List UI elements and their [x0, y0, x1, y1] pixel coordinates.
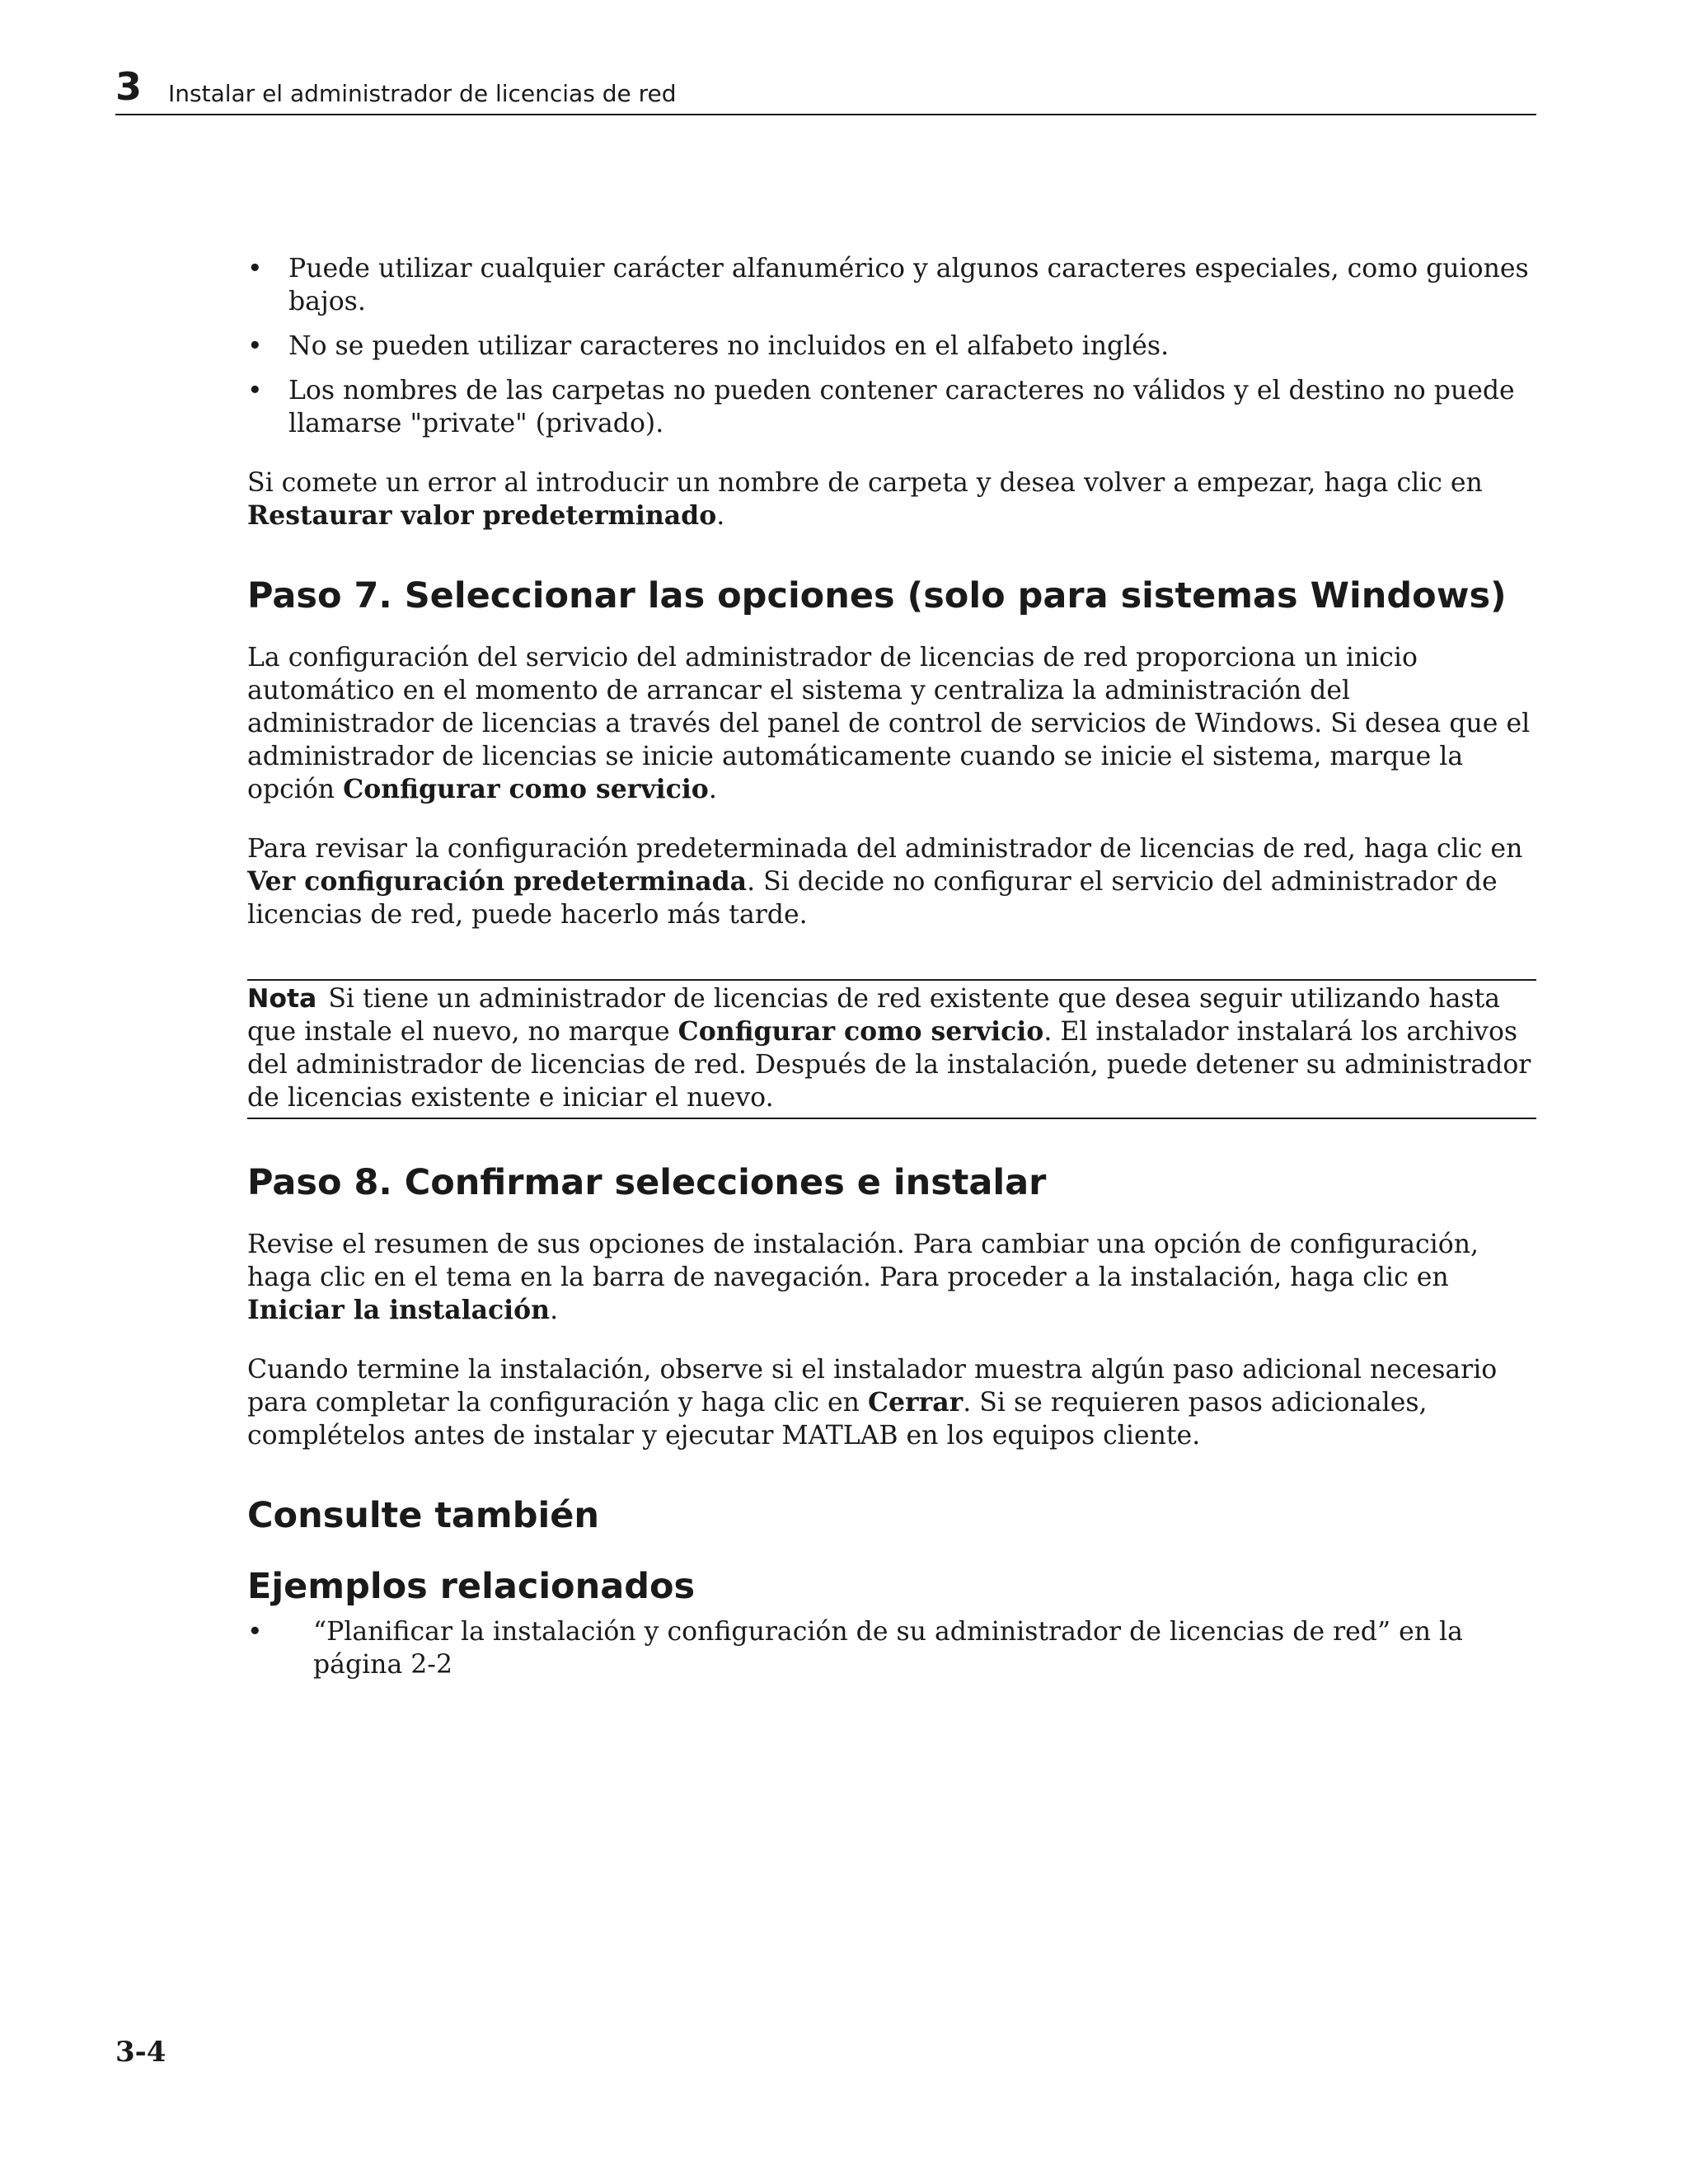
step8-paragraph-1	[247, 1228, 1536, 1327]
list-item-text: Los nombres de las carpetas no pueden contener caracteres no válidos y el destino no puede llamarse "private" (privado).	[288, 376, 1515, 438]
step8-paragraph-2	[247, 1353, 1536, 1452]
restore-default-label: Restaurar valor predeterminado	[247, 500, 717, 531]
list-item-text: Puede utilizar cualquier carácter alfanumérico y algunos caracteres especiales, como guiones bajos.	[288, 254, 1529, 316]
restore-default-paragraph	[247, 466, 1536, 532]
paragraph-text: .	[716, 501, 725, 531]
paragraph-text: . Si decide no configurar el servicio del administrador de licencias de red, puede hacerlo más tarde.	[247, 867, 1498, 930]
see-also-heading: Consulte también	[247, 1495, 600, 1536]
bullet-icon: •	[247, 1617, 263, 1647]
bullet-icon: •	[247, 376, 263, 405]
note-text: Si tiene un administrador de licencias de red existente que desea seguir utilizando hasta que instale el nuevo, no marque	[247, 984, 1501, 1047]
related-examples-list	[247, 1615, 1536, 1681]
page-number: 3-4	[115, 2036, 166, 2069]
list-item	[247, 330, 1536, 363]
close-label: Cerrar	[867, 1387, 964, 1418]
paragraph-text: .	[708, 775, 717, 804]
start-installation-label: Iniciar la instalación	[247, 1295, 551, 1325]
chapter-number: 3	[115, 64, 143, 109]
paragraph-text: Para revisar la configuración predeterminada del administrador de licencias de red, haga clic en	[247, 834, 1523, 864]
note-label: Nota	[247, 984, 317, 1014]
list-item	[247, 252, 1536, 318]
list-item-text: No se pueden utilizar caracteres no incluidos en el alfabeto inglés.	[288, 331, 1170, 361]
paragraph-text: Cuando termine la instalación, observe si el instalador muestra algún paso adicional necesario para completar la configuración y haga clic en	[247, 1355, 1498, 1418]
step7-heading: Paso 7. Seleccionar las opciones (solo para sistemas Windows)	[247, 575, 1507, 616]
list-item	[247, 374, 1536, 440]
step7-paragraph-1	[247, 641, 1536, 806]
related-examples-heading: Ejemplos relacionados	[247, 1566, 696, 1607]
step7-paragraph-2	[247, 832, 1536, 931]
related-example-item[interactable]	[247, 1615, 1536, 1681]
note-box	[247, 979, 1536, 1119]
paragraph-text: . Si se requieren pasos adicionales, complételos antes de instalar y ejecutar MATLAB en los equipos cliente.	[247, 1388, 1428, 1451]
bullet-icon: •	[247, 331, 263, 361]
step8-heading: Paso 8. Confirmar selecciones e instalar	[247, 1162, 1047, 1203]
main-content	[247, 252, 1536, 1681]
chapter-title: Instalar el administrador de licencias de red	[168, 80, 677, 107]
running-header	[115, 64, 1536, 115]
folder-name-rules-list	[247, 252, 1536, 440]
paragraph-text: Si comete un error al introducir un nombre de carpeta y desea volver a empezar, haga clic en	[247, 468, 1483, 498]
bullet-icon: •	[247, 254, 263, 284]
paragraph-text: La configuración del servicio del administrador de licencias de red proporciona un inicio automático en el momento de arrancar el sistema y centraliza la administración del administrador de licencias a través del panel de control de servicios de Windows. Si desea que el administrador de licencias se inicie automáticamente cuando se inicie el sistema, marque la opción	[247, 643, 1531, 804]
paragraph-text: Revise el resumen de sus opciones de instalación. Para cambiar una opción de configuración, haga clic en el tema en la barra de navegación. Para proceder a la instalación, haga clic en	[247, 1230, 1479, 1292]
configure-as-service-label: Configurar como servicio	[678, 1016, 1044, 1047]
paragraph-text: .	[550, 1296, 559, 1325]
note-text: . El instalador instalará los archivos del administrador de licencias de red. Después de la instalación, puede detener su administrador de licencias existente e iniciar el nuevo.	[247, 1017, 1531, 1113]
view-default-config-label: Ver configuración predeterminada	[247, 866, 748, 897]
configure-as-service-label: Configurar como servicio	[343, 774, 709, 804]
related-example-link[interactable]: “Planificar la instalación y configuración de su administrador de licencias de red” en la página 2-2	[313, 1617, 1463, 1680]
note-paragraph	[247, 982, 1536, 1114]
